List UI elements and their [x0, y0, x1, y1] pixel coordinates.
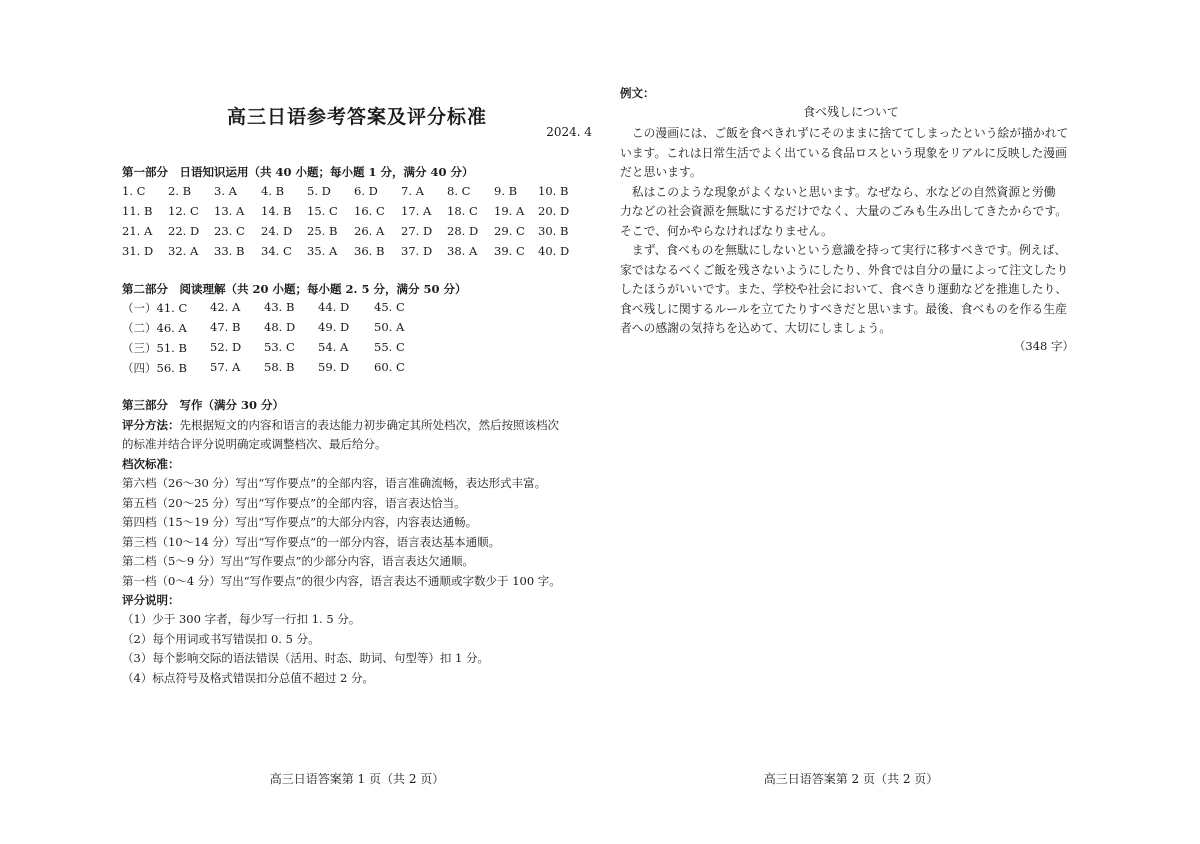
answer-item: 43. B: [264, 300, 295, 314]
answer-item: 20. D: [538, 204, 570, 218]
answer-item: 29. C: [494, 224, 525, 238]
level-item: 第二档（5～9 分）写出“写作要点”的少部分内容，语言表达欠通顺。: [122, 554, 475, 569]
answer-item: 55. C: [374, 340, 405, 354]
answer-item: 60. C: [374, 360, 405, 374]
answer-item: 12. C: [168, 204, 199, 218]
document-title: 高三日语参考答案及评分标准: [226, 106, 487, 128]
part3-heading: 第三部分 写作（满分 30 分）: [122, 398, 285, 412]
scoring-method-cont: 的标准并结合评分说明确定或调整档次、最后给分。: [122, 437, 387, 451]
answer-item: 58. B: [264, 360, 295, 374]
answer-item: 25. B: [307, 224, 338, 238]
part2-heading: 第二部分 阅读理解（共 20 小题；每小题 2. 5 分，满分 50 分）: [122, 282, 467, 296]
essay-line: この漫画には、ご飯を食べきれずにそのままに捨ててしまったという絵が描かれて: [620, 126, 1069, 140]
answer-item: 13. A: [214, 204, 245, 218]
answer-item: 4. B: [261, 184, 285, 198]
answer-item: 52. D: [210, 340, 242, 354]
word-count: （348 字）: [1013, 339, 1074, 353]
answer-item: 31. D: [122, 244, 154, 258]
answer-item: 35. A: [307, 244, 338, 258]
essay-line: 者への感謝の気持ちを込めて、大切にしましょう。: [620, 321, 892, 335]
level-item: 第六档（26～30 分）写出“写作要点”的全部内容，语言准确流畅，表达形式丰富。: [122, 476, 547, 490]
answer-item: 54. A: [318, 340, 349, 354]
essay-line: 私はこのような現象がよくないと思います。なぜなら、水などの自然資源と労働: [620, 184, 1056, 199]
answer-item: 22. D: [168, 224, 200, 238]
answer-item: 39. C: [494, 244, 525, 258]
answer-item: 59. D: [318, 360, 350, 374]
answer-item: 30. B: [538, 224, 569, 238]
scoring-method-text: 先根据短文的内容和语言的表达能力初步确定其所处档次，然后按照该档次: [179, 418, 559, 432]
answer-item: 5. D: [307, 184, 331, 198]
answer-item: 14. B: [261, 204, 292, 218]
answer-item: 11. B: [122, 204, 153, 218]
answer-row: [122, 244, 592, 262]
answer-item: 24. D: [261, 224, 293, 238]
answer-item: 7. A: [401, 184, 424, 198]
answer-item: 36. B: [354, 244, 385, 258]
answer-item: 1. C: [122, 184, 146, 198]
note-item: （3）每个影响交际的语法错误（活用、时态、助词、句型等）扣 1 分。: [122, 651, 489, 666]
answer-item: 28. D: [447, 224, 479, 238]
answer-item: 45. C: [374, 300, 405, 314]
answer-item: 15. C: [307, 204, 338, 218]
answer-item: 3. A: [214, 184, 237, 198]
essay-line: 家ではなるべくご飯を残さないようにしたり、外食では自分の量によって注文したり: [620, 262, 1069, 277]
scoring-method-label: 评分方法：: [122, 418, 180, 432]
level-item: 第一档（0～4 分）写出“写作要点”的很少内容，语言表达不通顺或字数少于 100 字。: [122, 574, 561, 588]
answer-item: 23. C: [214, 224, 245, 238]
answer-item: 48. D: [264, 320, 296, 334]
answer-item: （四）56. B: [122, 361, 187, 375]
notes-label: 评分说明：: [122, 593, 180, 607]
answer-item: （一）41. C: [122, 301, 188, 315]
answer-row: [122, 224, 592, 242]
answer-item: 18. C: [447, 204, 478, 218]
level-item: 第五档（20～25 分）写出“写作要点”的全部内容，语言表达恰当。: [122, 495, 466, 510]
answer-item: 57. A: [210, 360, 241, 374]
answer-row: [122, 340, 592, 358]
answer-row: [122, 184, 592, 202]
essay-line: 食べ残しに関するルールを立てたりすべきだと思います。最後、食べものを作る生産: [620, 301, 1067, 316]
page-footer-2: 高三日语答案第 2 页（共 2 页）: [763, 772, 939, 786]
answer-item: 10. B: [538, 184, 569, 198]
answer-item: 50. A: [374, 320, 405, 334]
answer-row: [122, 204, 592, 222]
answer-item: 9. B: [494, 184, 518, 198]
note-item: （4）标点符号及格式错误扣分总值不超过 2 分。: [122, 670, 374, 685]
answer-item: 37. D: [401, 244, 433, 258]
answer-item: 38. A: [447, 244, 478, 258]
note-item: （1）少于 300 字者，每少写一行扣 1. 5 分。: [122, 612, 361, 626]
answer-item: 42. A: [210, 300, 241, 314]
scoring-method: [122, 417, 559, 433]
answer-item: 49. D: [318, 320, 350, 334]
essay-line: だと思います。: [620, 165, 702, 179]
document-date: 2024. 4: [546, 125, 592, 139]
page-footer-1: 高三日语答案第 1 页（共 2 页）: [269, 772, 445, 786]
note-item: （2）每个用词或书写错误扣 0. 5 分。: [122, 631, 320, 646]
answer-item: 16. C: [354, 204, 385, 218]
answer-item: 19. A: [494, 204, 525, 218]
essay-line: したほうがいいです。また、学校や社会において、食べきり運動などを推進したり、: [620, 282, 1068, 296]
answer-item: 40. D: [538, 244, 570, 258]
levels-label: 档次标准：: [122, 457, 180, 471]
answer-item: 33. B: [214, 244, 245, 258]
answer-item: 26. A: [354, 224, 385, 238]
answer-row: [122, 360, 592, 378]
answer-item: 32. A: [168, 244, 199, 258]
answer-row: [122, 320, 592, 338]
answer-item: 34. C: [261, 244, 292, 258]
level-item: 第四档（15～19 分）写出“写作要点”的大部分内容，内容表达通畅。: [122, 515, 478, 530]
answer-item: 2. B: [168, 184, 192, 198]
level-item: 第三档（10～14 分）写出“写作要点”的一部分内容，语言表达基本通顺。: [122, 534, 501, 549]
sample-essay-label: 例文：: [620, 86, 655, 100]
essay-line: そこで、何かやらなければなりません。: [620, 223, 833, 238]
answer-item: 27. D: [401, 224, 433, 238]
answer-item: 8. C: [447, 184, 471, 198]
essay-line: います。これは日常生活でよく出ている食品ロスという現象をリアルに反映した漫画: [620, 145, 1067, 160]
answer-item: 21. A: [122, 224, 153, 238]
part1-heading: 第一部分 日语知识运用（共 40 小题；每小题 1 分，满分 40 分）: [122, 165, 474, 179]
answer-item: 53. C: [264, 340, 295, 354]
essay-line: 力などの社会資源を無駄にするだけでなく、大量のごみも生み出してきたからです。: [620, 204, 1067, 218]
answer-item: 6. D: [354, 184, 378, 198]
answer-item: 47. B: [210, 320, 241, 334]
essay-line: まず、食べものを無駄にしないという意識を持って実行に移すべきです。例えば、: [620, 243, 1067, 257]
answer-item: 17. A: [401, 204, 432, 218]
answer-item: （三）51. B: [122, 341, 187, 355]
answer-item: 44. D: [318, 300, 350, 314]
answer-row: [122, 300, 592, 318]
answer-item: （二）46. A: [122, 321, 187, 335]
essay-title: 食べ残しについて: [803, 105, 899, 119]
